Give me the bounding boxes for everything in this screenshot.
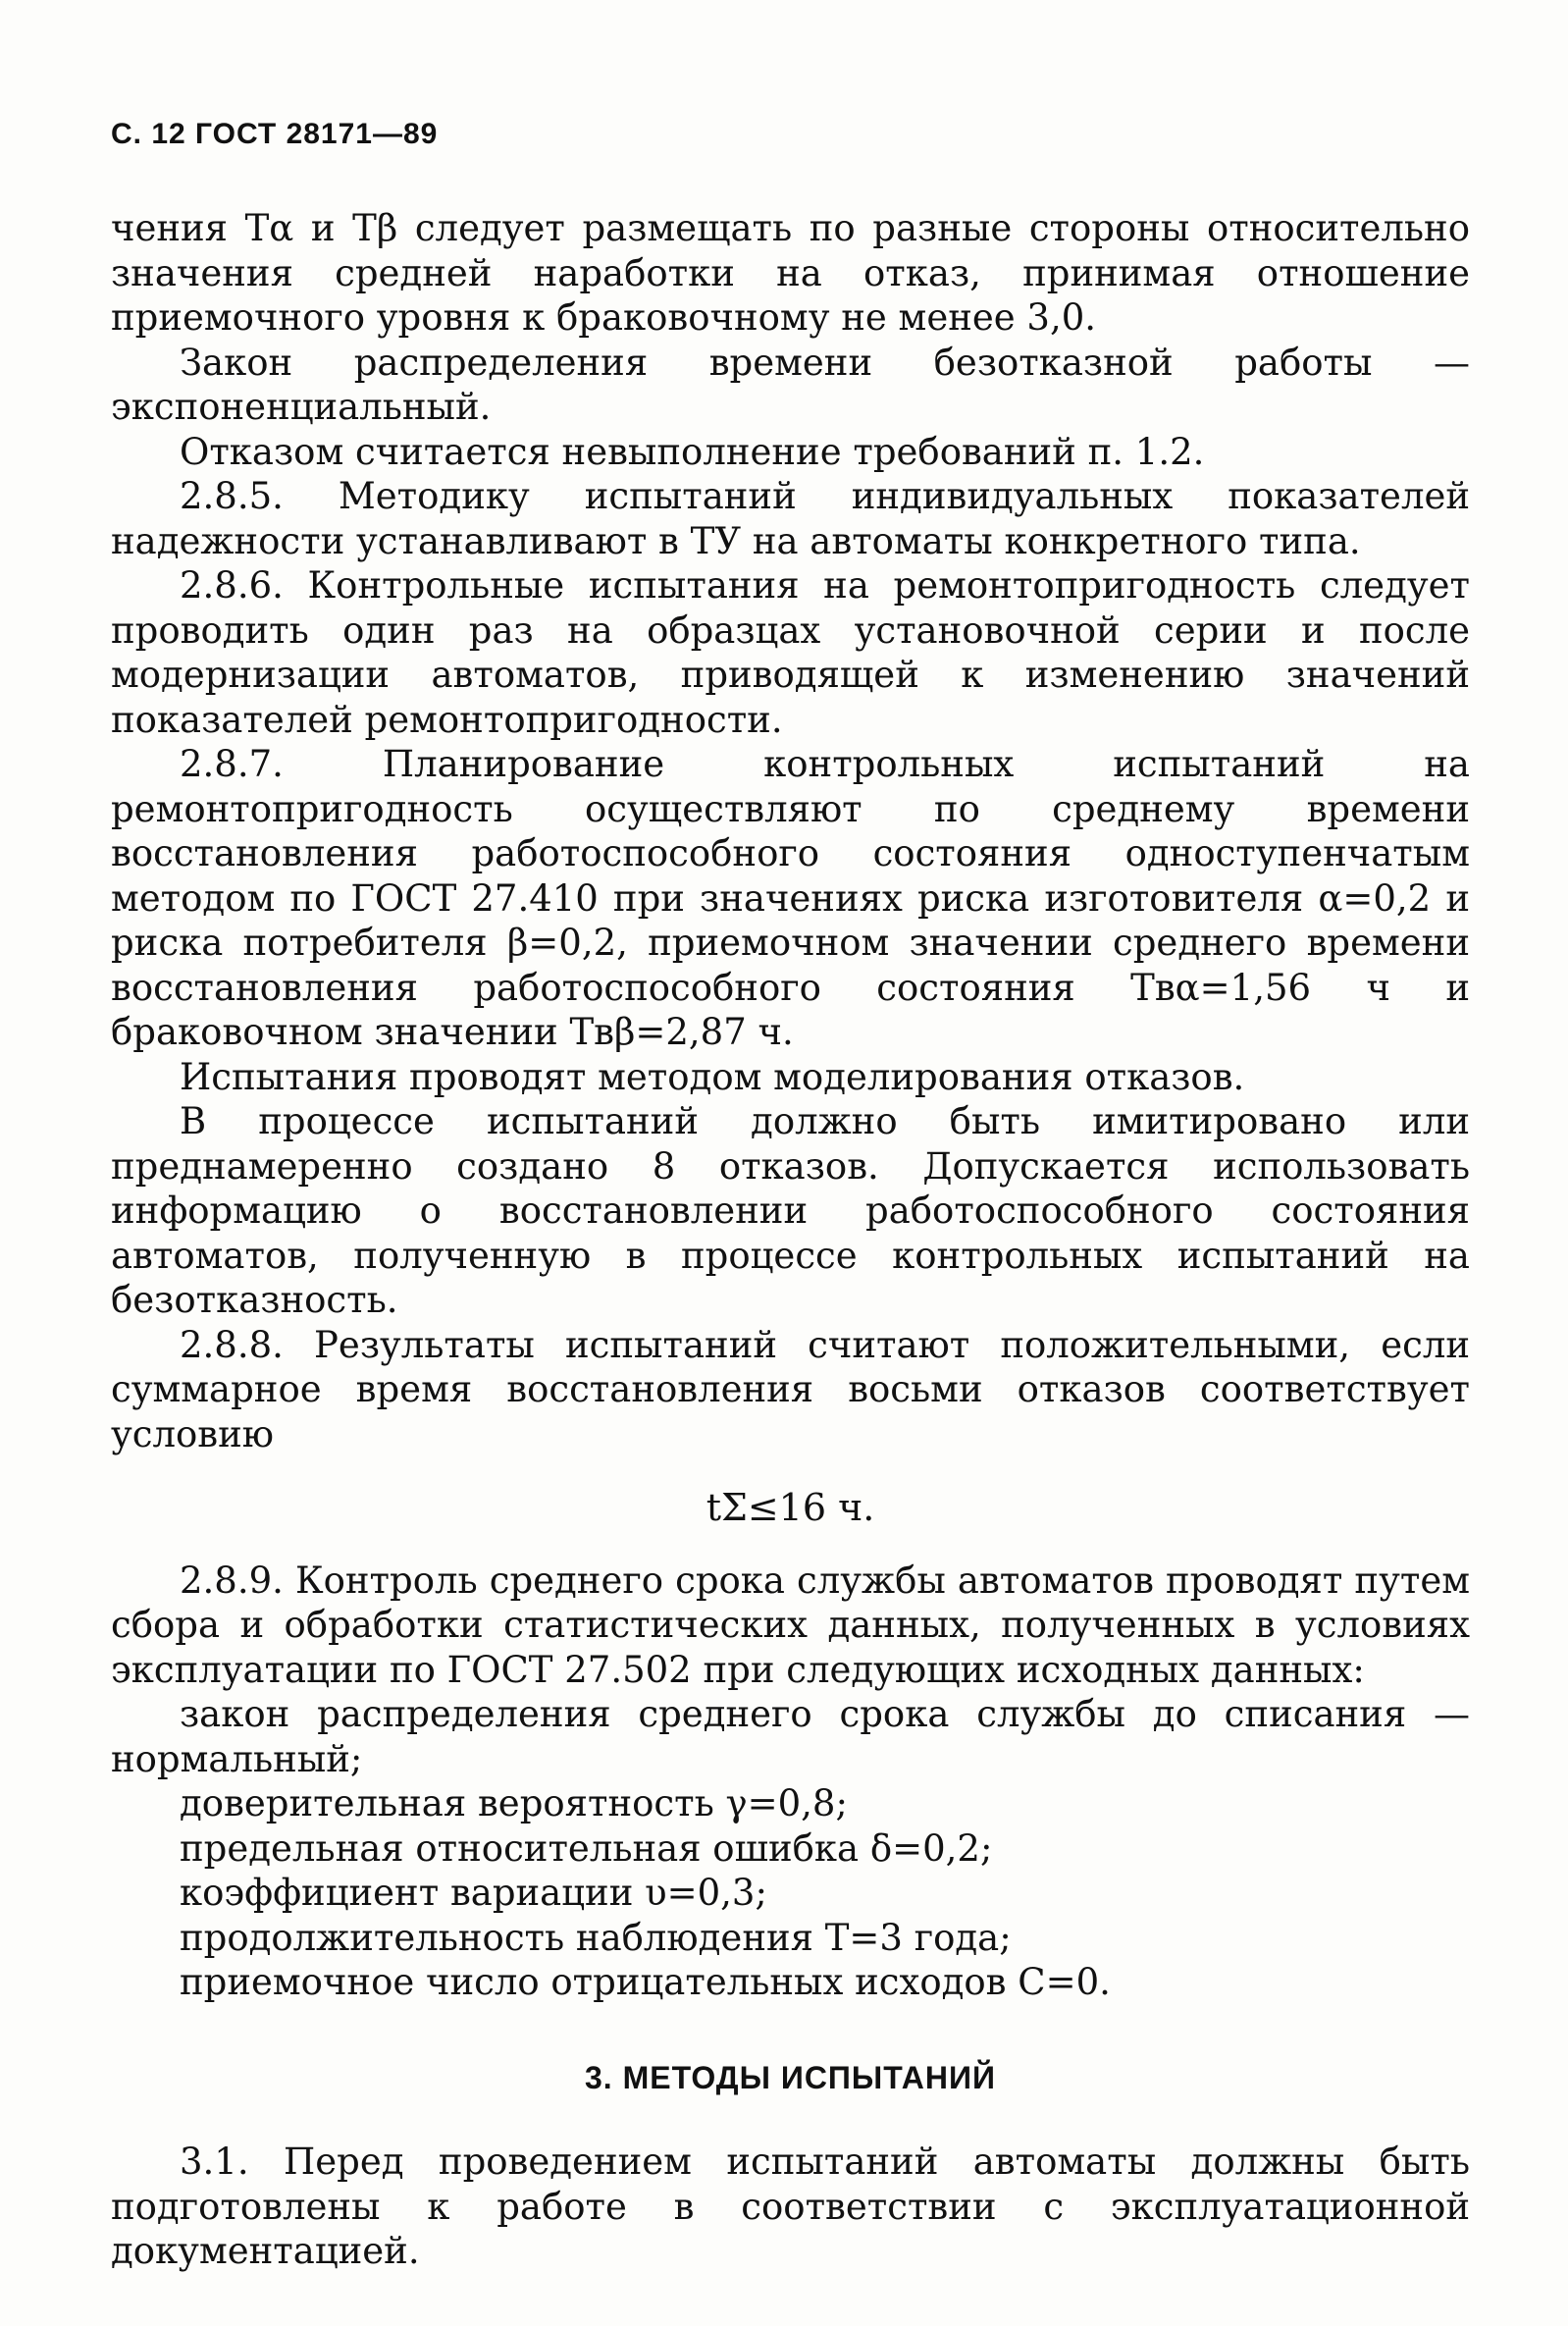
list-item: закон распределения среднего срока службы до списания — нормальный;	[111, 1693, 1470, 1780]
paragraph: 2.8.9. Контроль среднего срока службы автоматов проводят путем сбора и обработки статистических данных, полученных в условиях эксплуатации по ГОСТ 27.502 при следующих исходных данных:	[111, 1559, 1470, 1691]
paragraph: 2.8.6. Контрольные испытания на ремонтопригодность следует проводить один раз на образцах установочной серии и после модернизации автоматов, приводящей к изменению значений показателей ремонтопригодности.	[111, 564, 1470, 741]
list-item: приемочное число отрицательных исходов C=0.	[180, 1961, 1111, 2003]
list-item: доверительная вероятность γ=0,8;	[180, 1782, 848, 1824]
list-item: продолжительность наблюдения T=3 года;	[180, 1916, 1012, 1959]
paragraph: Отказом считается невыполнение требований п. 1.2.	[180, 430, 1205, 473]
paragraph: Испытания проводят методом моделирования отказов.	[180, 1055, 1245, 1098]
paragraph: 2.8.7. Планирование контрольных испытаний на ремонтопригодность осуществляют по среднему времени восстановления работоспособного состояния одноступенчатым методом по ГОСТ 27.410 при значениях риска изготовителя α=0,2 и риска потребителя β=0,2, приемочном значении среднего времени восстановления работоспособного состояния Tвα=1,56 ч и браковочном значении Tвβ=2,87 ч.	[111, 743, 1470, 1053]
paragraph: Закон распределения времени безотказной работы — экспоненциальный.	[111, 341, 1470, 428]
paragraph: 2.8.5. Методику испытаний индивидуальных показателей надежности устанавливают в ТУ на автоматы конкретного типа.	[111, 475, 1470, 562]
list-item: предельная относительная ошибка δ=0,2;	[180, 1826, 993, 1870]
page-header: С. 12 ГОСТ 28171—89	[111, 118, 439, 150]
body-text	[111, 206, 1470, 2274]
paragraph: чения Tα и Tβ следует размещать по разные стороны относительно значения средней наработки на отказ, принимая отношение приемочного уровня к браковочному не менее 3,0.	[111, 207, 1470, 339]
paragraph: 3.1. Перед проведением испытаний автоматы должны быть подготовлены к работе в соответствии с эксплуатационной документацией.	[111, 2141, 1470, 2272]
paragraph: 2.8.8. Результаты испытаний считают положительными, если суммарное время восстановления восьми отказов соответствует условию	[111, 1323, 1470, 1455]
formula: tΣ≤16 ч.	[706, 1486, 875, 1529]
section-title: 3. МЕТОДЫ ИСПЫТАНИЙ	[585, 2059, 996, 2095]
list-item: коэффициент вариации υ=0,3;	[180, 1872, 767, 1914]
paragraph: В процессе испытаний должно быть имитировано или преднамеренно создано 8 отказов. Допускается использовать информацию о восстановлении работоспособного состояния автоматов, полученную в процессе контрольных испытаний на безотказность.	[111, 1100, 1470, 1321]
